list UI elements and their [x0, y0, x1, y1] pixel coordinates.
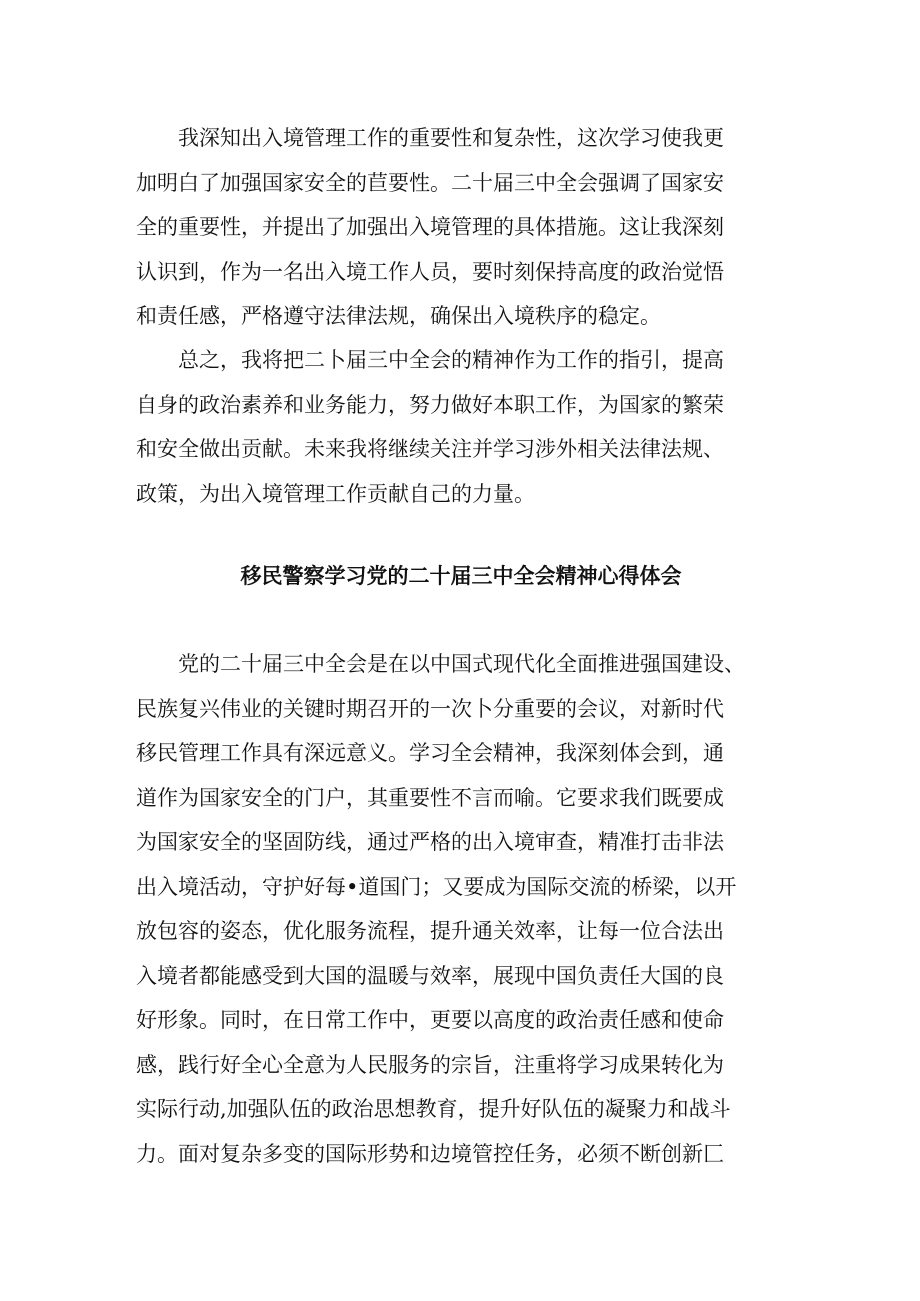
text-line: 实际行动,加强队伍的政治思想教育，提升好队伍的凝聚力和战斗 [136, 1097, 731, 1121]
paragraph-s1-p2 [136, 338, 786, 516]
text-line: 和责任感，严格遵守法律法规，确保出入境秩序的稳定。 [136, 304, 661, 328]
text-line: 移民管理工作具有深远意义。学习全会精神，我深刻体会到，通 [136, 741, 724, 765]
text-line: 道作为国家安全的门户，其重要性不言而喻。它要求我们既要成 [136, 785, 724, 810]
text-line: 放包容的姿态，优化服务流程，提升通关效率，让每一位合法出 [136, 919, 724, 943]
text-line: 入境者都能感受到大国的温暖与效率，展现中国负责任大国的良 [136, 963, 724, 988]
text-line: 感，践行好全心全意为人民服务的宗旨，注重将学习成果转化为 [136, 1052, 724, 1077]
text-line: 自身的政治素养和业务能力，努力做好本职工作，为国家的繁荣 [136, 392, 724, 417]
text-line: 好形象。同时，在日常工作中，更要以高度的政治责任感和使命 [136, 1008, 724, 1032]
text-line: 认识到，作为一名出入境工作人员，要时刻保持高度的政治觉悟 [136, 259, 724, 284]
text-line: 为国家安全的坚固防线，通过严格的出入境审查，精准打击非法 [136, 830, 724, 854]
text-line: 总之，我将把二卜届三中全会的精神作为工作的指引，提高 [136, 348, 724, 372]
text-line: 出入境活动，守护好每•道国门；又要成为国际交流的桥梁，以开 [136, 874, 737, 899]
paragraph-s2-p1 [136, 642, 786, 1176]
section-title: 移民警察学习党的二十届三中全会精神心得体会 [240, 564, 682, 588]
text-line: 党的二十届三中全会是在以中国式现代化全面推进强国建设、 [136, 652, 745, 676]
text-line: 民族复兴伟业的关键时期召开的一次卜分重要的会议，对新时代 [136, 696, 724, 721]
text-line: 和安全做出贡献。未来我将继续关注并学习涉外相关法律法规、 [136, 437, 724, 461]
text-line: 我深知出入境管理工作的重要性和复杂性，这次学习使我更 [136, 126, 724, 150]
text-line: 全的重要性，并提出了加强出入境管理的具体措施。这让我深刻 [136, 215, 724, 239]
text-line: 加明白了加强国家安全的苣要性。二十届三中全会强调了国家安 [136, 170, 724, 195]
text-line: 力。面对复杂多变的国际形势和边境管控任务，必须不断创新匚 [136, 1141, 724, 1166]
paragraph-s1-p1 [136, 116, 786, 339]
text-line: 政策，为出入境管理工作贡献自己的力量。 [136, 481, 535, 506]
